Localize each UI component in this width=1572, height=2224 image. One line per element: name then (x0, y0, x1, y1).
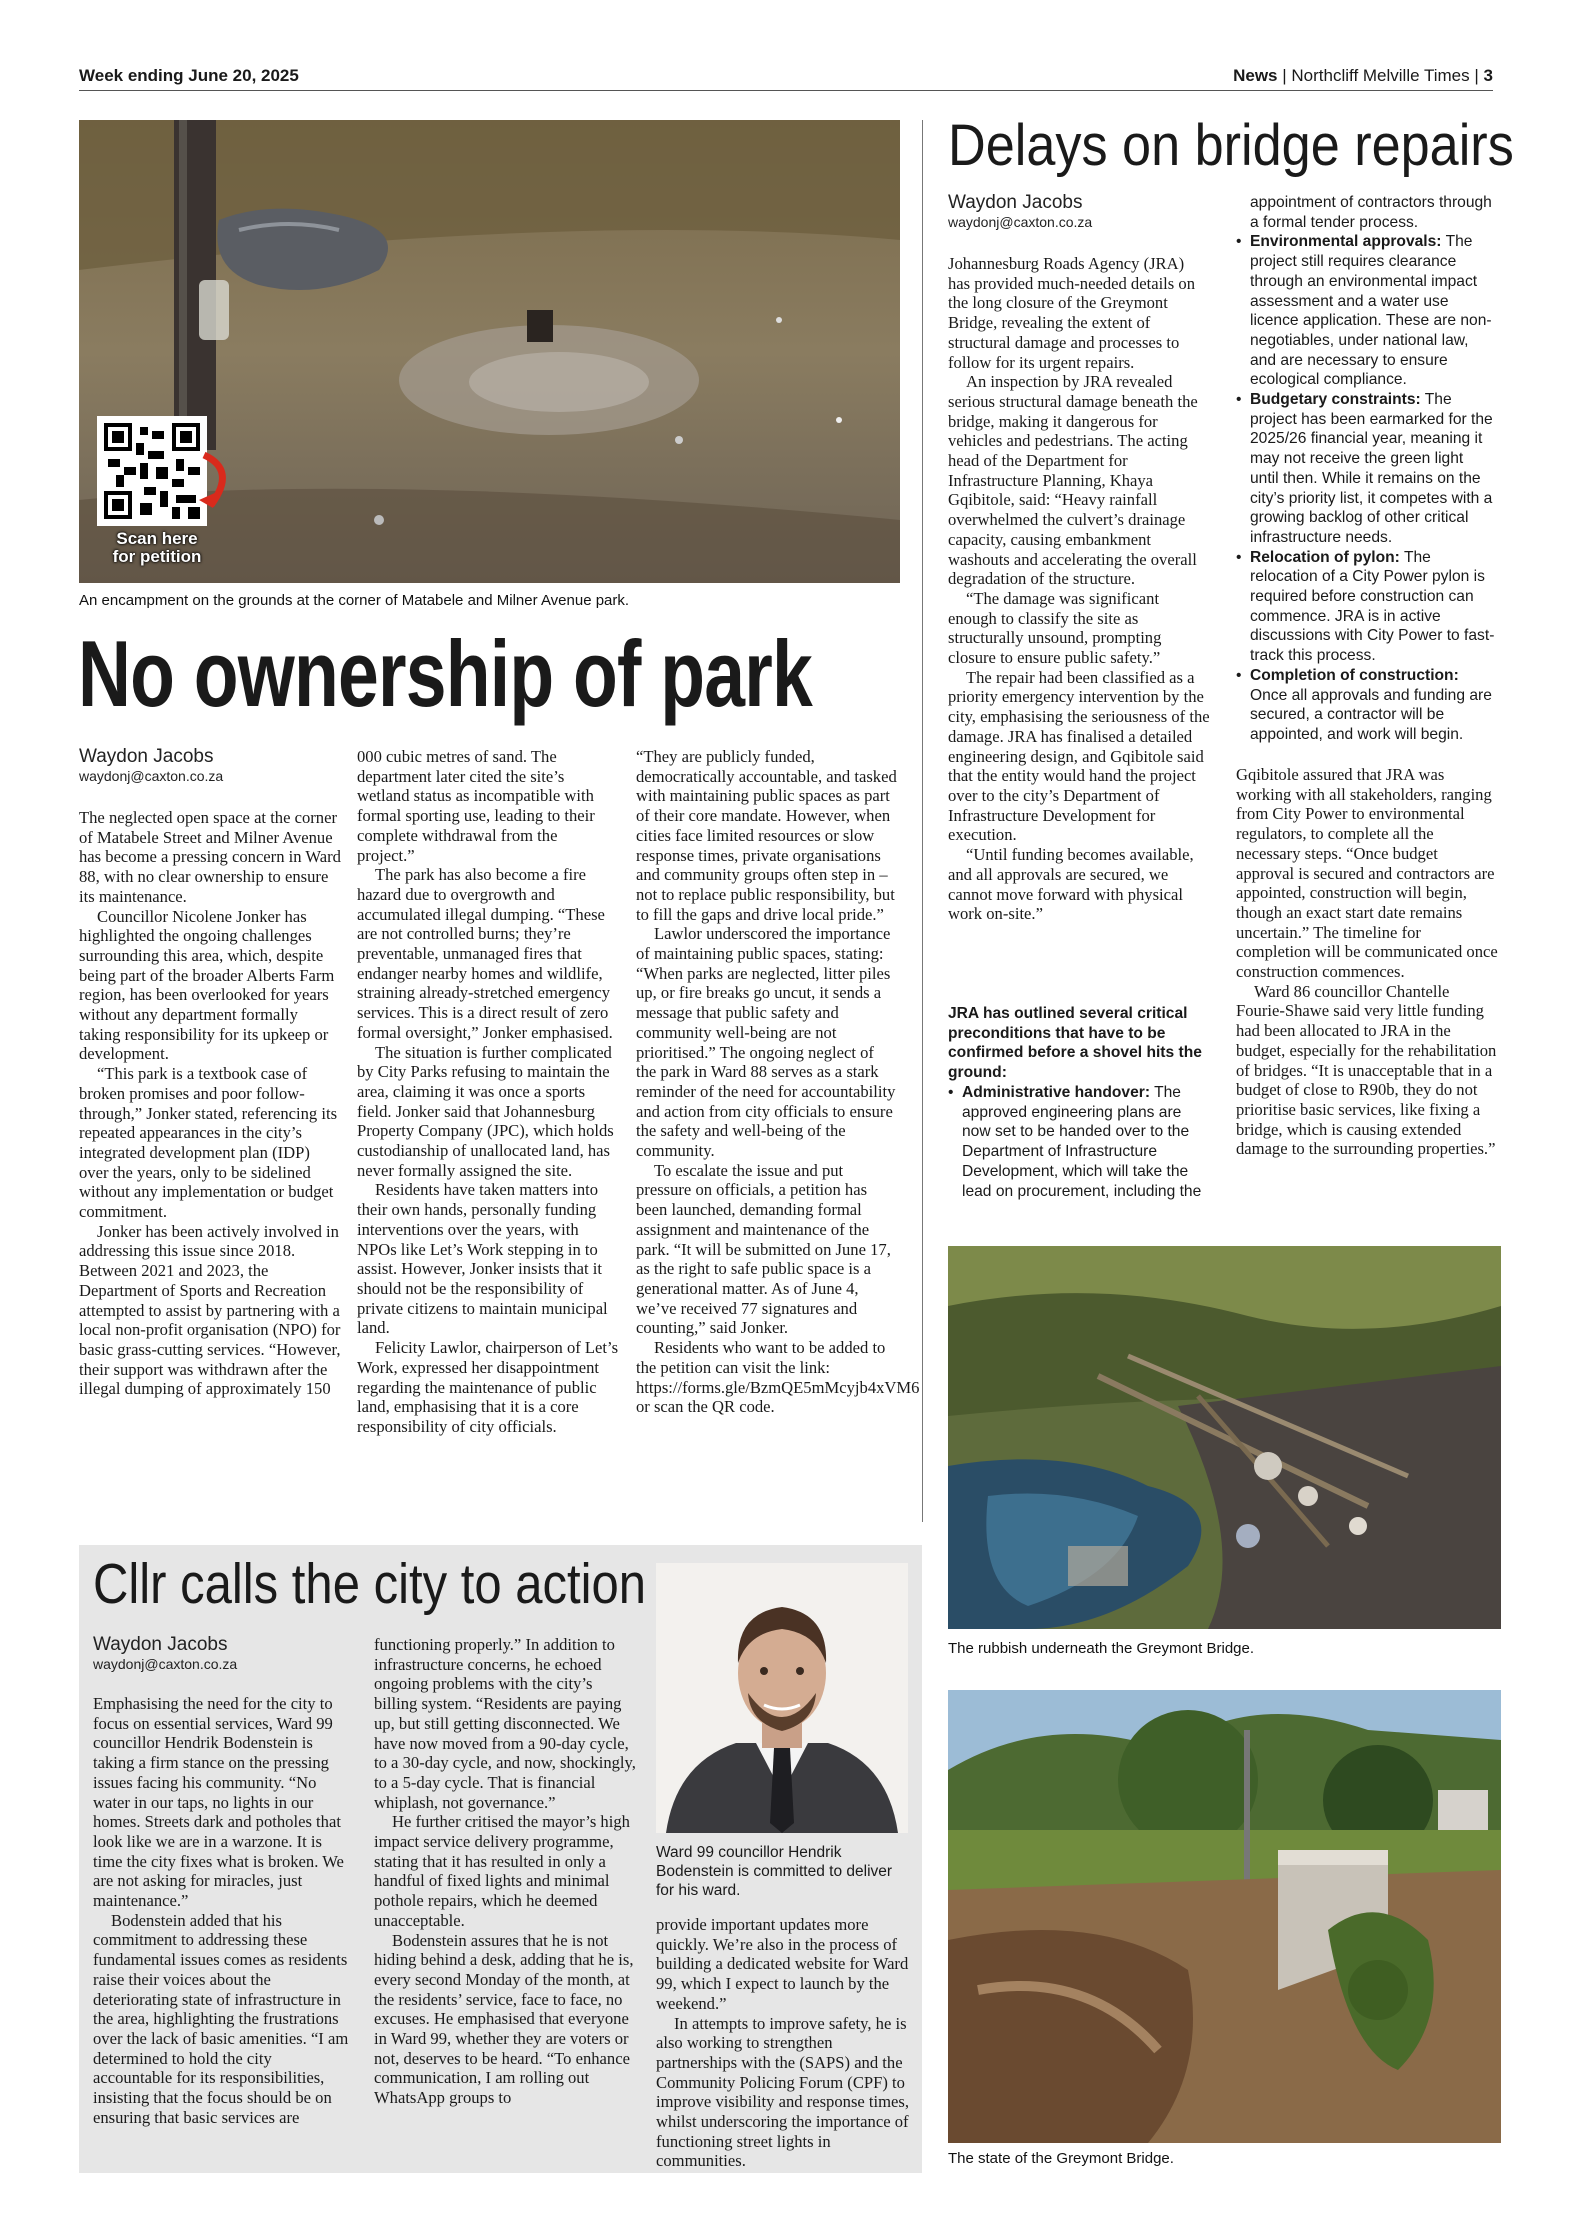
byline-name: Waydon Jacobs (93, 1634, 228, 1655)
paragraph: “The damage was significant enough to classify the site as structurally unsound, prompting closure to ensure public safety.” (948, 588, 1162, 668)
bridge-column-2 (1236, 765, 1498, 1159)
paragraph: Residents who want to be added to the petition can visit the link: https://forms.gle/BzmQE5mMcyjb4xVM6 or scan the QR code. (636, 1338, 920, 1417)
park-column-3 (636, 747, 920, 1417)
bridge-rubbish-caption: The rubbish underneath the Greymont Bridge. (948, 1640, 1255, 1657)
paragraph: Bodenstein assures that he is not hiding behind a desk, adding that he is, every second Monday of the month, at the residents’ service, face to face, no excuses. He emphasised that everyone in Ward 99, whether they are voters or not, deserves to be heard. “To enhance communication, I am rolling out WhatsApp groups to (374, 1930, 634, 2108)
bullet-item (1236, 666, 1496, 745)
bridge-bullet-list-2 (1236, 193, 1496, 745)
paragraph: In attempts to improve safety, he is also working to strengthen partnerships with the (SAPS) and the Community Policing Forum (CPF) to improve visibility and response times, whilst underscoring the importance of functioning street lights in communities. (656, 2013, 910, 2171)
qr-label (107, 530, 207, 566)
petition-qr-code[interactable] (97, 416, 207, 526)
paragraph: Councillor Nicolene Jonker has highlighted the ongoing challenges surrounding this area, which, despite being part of the broader Alberts Farm region, has been overlooked for years without any department formally taking responsibility for its upkeep or development. (79, 906, 335, 1064)
bridge-column-1 (948, 254, 1210, 924)
paragraph: Residents have taken matters into their own hands, personally funding interventions over the years, with NPOs like Let’s Work stepping in to assist. However, Jonker insists that it should not be the responsibility of private citizens to maintain municipal land. (357, 1180, 608, 1338)
paragraph: “They are publicly funded, democratically accountable, and tasked with maintaining public spaces as part of their core mandate. However, when cities face limited resources or slow response times, private organisations and community groups often step in – not to replace public responsibility, but to fill the gaps and drive local pride.” (636, 747, 897, 924)
paragraph: Ward 86 councillor Chantelle Fourie-Shawe said very little funding had been allocated to JRA in the budget, especially for the rehabilitation of bridges. “It is unacceptable that in a budget of close to R90b, they do not prioritise basic services, like fixing a bridge, which is causing extended damage to the surrounding properties.” (1236, 981, 1497, 1159)
bullet-title: Administrative handover: (962, 1084, 1151, 1101)
paragraph: Lawlor underscored the importance of maintaining public spaces, stating: “When parks are neglected, litter piles up, or fire breaks go uncut, it sends a message that public safety and community well-being are not prioritised.” The ongoing neglect of the park in Ward 88 serves as a stark reminder of the need for accountability and action from city officials to ensure the safety and well-being of the community. (636, 924, 896, 1161)
bullet-text: The project has been earmarked for the 2025/26 financial year, meaning it may not receive the green light until then. While it remains on the city’s priority list, it competes with a growing backlog of other critical infrastructure needs. (1250, 391, 1493, 546)
byline-name: Waydon Jacobs (79, 746, 214, 767)
paragraph: Gqibitole assured that JRA was working with all stakeholders, ranging from City Power to environmental regulators, to complete all the necessary steps. “Once budget approval is secured and contractors are appointed, construction will begin, though an exact start date remains uncertain.” The timeline for completion will be communicated once construction commences. (1236, 765, 1498, 982)
cllr-column-1 (93, 1694, 355, 2127)
paragraph: The neglected open space at the corner of Matabele Street and Milner Avenue has become a pressing concern in Ward 88, with no clear ownership to ensure its maintenance. (79, 808, 341, 906)
park-column-1 (79, 808, 341, 1399)
bridge-state-caption: The state of the Greymont Bridge. (948, 2150, 1174, 2167)
cllr-byline (93, 1634, 237, 1672)
park-headline: No ownership of park (78, 621, 812, 726)
byline-email: waydonj@caxton.co.za (79, 768, 224, 784)
paragraph: functioning properly.” In addition to infrastructure concerns, he echoed ongoing problems with the city’s billing system. “Residents are paying up, but still getting disconnected. We have now moved from a 90-day cycle, to a 30-day cycle, and now, shockingly, to a 5-day cycle. That is financial whiplash, not governance.” (374, 1635, 636, 1812)
bridge-bullet-list-1 (948, 1083, 1206, 1201)
bullet-item (1236, 232, 1496, 390)
paragraph: Jonker has been actively involved in addressing this issue since 2018. Between 2021 and 2023, the Department of Sports and Recreation attempted to assist by partnering with a local non-profit organisation (NPO) for basic grass-cutting services. “However, their support was withdrawn after the illegal dumping of approximately 150 (79, 1221, 341, 1399)
councillor-portrait (656, 1563, 908, 1833)
bullet-item (1236, 390, 1496, 548)
park-byline (79, 746, 223, 784)
qr-label-line1: Scan here (116, 529, 198, 548)
page-number: 3 (1483, 66, 1493, 85)
bullet-text: The project still requires clearance through an environmental impact assessment and a water use licence application. These are non-negotiables, under national law, and are necessary to ensure ecological compliance. (1250, 233, 1492, 389)
bridge-subhead: JRA has outlined several critical preconditions that have to be confirmed before a shovel hits the ground: (948, 1005, 1202, 1082)
paragraph: An inspection by JRA revealed serious structural damage beneath the bridge, making it dangerous for vehicles and pedestrians. The acting head of the Department for Infrastructure Planning, Khaya Gqibitole, said: “Heavy rainfall overwhelmed the culvert’s drainage capacity, causing embankment washouts and accelerating the overall degradation of the structure. (948, 372, 1198, 589)
bullet-title: Budgetary constraints: (1250, 391, 1421, 409)
paragraph: He further critised the mayor’s high impact service delivery programme, stating that it has resulted in only a handful of fixed lights and minimal pothole repairs, which he deemed unacceptable. (374, 1812, 630, 1930)
paragraph: The situation is further complicated by City Parks refusing to maintain the area, claiming it was once a sports field. Jonker said that Johannesburg Property Company (JPC), which holds custodianship of unallocated land, has never formally assigned the site. (357, 1042, 614, 1180)
bullet-continuation: appointment of contractors through a formal tender process. (1250, 194, 1492, 231)
cllr-column-3 (656, 1915, 914, 2171)
encampment-photo (79, 120, 900, 583)
paragraph: provide important updates more quickly. We’re also in the process of building a dedicated website for Ward 99, which I expect to launch by the weekend.” (656, 1915, 909, 2013)
paragraph: “This park is a textbook case of broken promises and poor follow-through,” Jonker stated, referencing its repeated appearances in the city’s integrated development plan (IDP) over the years, only to be sidelined without any implementation or budget commitment. (79, 1064, 338, 1222)
paragraph: The park has also become a fire hazard due to overgrowth and accumulated illegal dumping. “These are not controlled burns; they’re preventable, unmanaged fires that endanger nearby homes and wildlife, straining already-stretched emergency services. This is a direct result of zero formal oversight,” Jonker emphasised. (357, 865, 613, 1042)
bullet-title: Completion of construction: (1250, 666, 1459, 684)
bullet-item (948, 1083, 1206, 1201)
bullet-item (1236, 548, 1496, 666)
byline-email: waydonj@caxton.co.za (93, 1656, 238, 1672)
paragraph: Bodenstein added that his commitment to addressing these fundamental issues comes as residents raise their voices about the deteriorating state of infrastructure in the area, highlighting the frustrations over the lack of basic amenities. “I am determined to hold the city accountable for its responsibilities, insisting that the focus should be on ensuring that basic services are (93, 1910, 349, 2127)
bridge-headline: Delays on bridge repairs (948, 113, 1514, 178)
paragraph: To escalate the issue and put pressure on officials, a petition has been launched, demanding formal assignment and maintenance of the park. “It will be submitted on June 17, as the right to safe public space is a generational matter. As of June 4, we’ve received 77 signatures and counting,” said Jonker. (636, 1160, 891, 1338)
bridge-rubbish-photo (948, 1246, 1501, 1629)
column-divider (922, 120, 923, 1522)
encampment-caption: An encampment on the grounds at the corner of Matabele and Milner Avenue park. (79, 592, 630, 609)
bridge-state-photo (948, 1690, 1501, 2143)
bridge-byline (948, 192, 1092, 230)
park-column-2 (357, 747, 619, 1437)
paragraph: “Until funding becomes available, and all approvals are secured, we cannot move forward with physical work on-site.” (948, 845, 1194, 924)
paragraph: Johannesburg Roads Agency (JRA) has provided much-needed details on the long closure of the Greymont Bridge, revealing the extent of structural damage and processes to follow for its urgent repairs. (948, 254, 1195, 372)
paragraph: 000 cubic metres of sand. The department later cited the site’s wetland status as incompatible with formal sporting use, leading to their complete withdrawal from the project.” (357, 747, 595, 865)
paragraph: The repair had been classified as a priority emergency intervention by the city, emphasising the seriousness of the damage. JRA has finalised a detailed engineering design, and Gqibitole said that the entity would hand the project over to the city’s Department of Infrastructure Development for execution. (948, 667, 1210, 845)
paragraph: Emphasising the need for the city to focus on essential services, Ward 99 councillor Hendrik Bodenstein is taking a firm stance on the pressing issues facing his community. “No water in our taps, no lights in our homes. Streets dark and potholes that look like we are in a warzone. It is time the city fixes what is broken. We are not asking for miracles, just maintenance.” (93, 1694, 344, 1911)
bullet-text: The relocation of a City Power pylon is required before construction can commence. JRA is in active discussions with City Power to fast-track this process. (1250, 548, 1495, 665)
bullet-text: Once all approvals and funding are secured, a contractor will be appointed, and work will begin. (1250, 686, 1492, 743)
page-folio (1233, 66, 1493, 86)
paper-name: Northcliff Melville Times (1291, 66, 1470, 85)
bullet-title: Environmental approvals: (1250, 233, 1442, 251)
bullet-title: Relocation of pylon: (1250, 548, 1400, 566)
cllr-headline: Cllr calls the city to action (93, 1552, 647, 1616)
cllr-column-2 (374, 1635, 636, 2108)
curved-arrow-icon (199, 450, 239, 510)
bullet-text: The approved engineering plans are now set to be handed over to the Department of Infrastructure Development, which will take the lead on procurement, including the (962, 1084, 1202, 1200)
issue-date: Week ending June 20, 2025 (79, 66, 299, 85)
paragraph: Felicity Lawlor, chairperson of Let’s Work, expressed her disappointment regarding the maintenance of public land, emphasising that it is a core responsibility of city officials. (357, 1338, 619, 1436)
byline-name: Waydon Jacobs (948, 192, 1083, 213)
folio-separator: | (1474, 66, 1479, 85)
folio-separator: | (1282, 66, 1287, 85)
qr-label-line2: for petition (112, 547, 202, 566)
section-label: News (1233, 66, 1278, 85)
header-rule (79, 90, 1493, 91)
portrait-caption: Ward 99 councillor Hendrik Bodenstein is committed to deliver for his ward. (656, 1844, 893, 1899)
byline-email: waydonj@caxton.co.za (948, 214, 1093, 230)
